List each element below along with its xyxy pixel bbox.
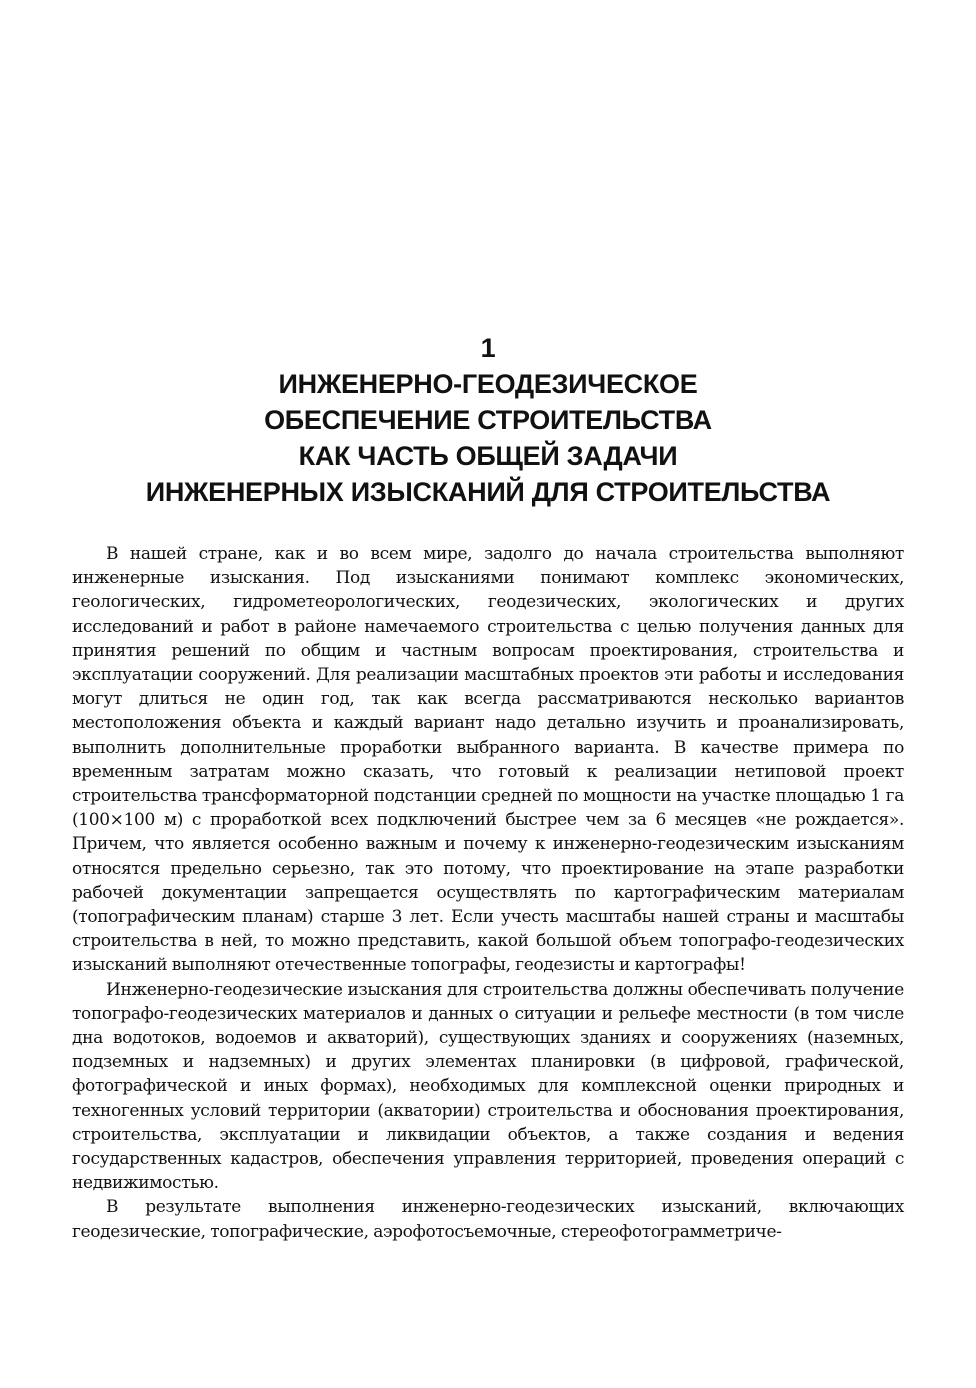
paragraph-1: В нашей стране, как и во всем мире, задолго до начала строительства выполняют инженерные изыскания. Под изысканиями понимают комплекс экономических, геологических, гидрометеорологических, геодезических, экологических и других исследований и работ в районе намечаемого строительства с целью получения данных для принятия решений по общим и частным вопросам проектирования, строительства и эксплуатации сооружений. Для реализации масштабных проектов эти работы и исследования могут длиться не один год, так как всегда рассматриваются несколько вариантов местоположения объекта и каждый вариант надо детально изучить и проанализировать, выполнить дополнительные проработки выбранного варианта. В качестве примера по временным затратам можно сказать, что готовый к реализации нетиповой проект строительства трансформаторной подстанции средней по мощности на участке площадью 1 га (100×100 м) с проработкой всех подключений быстрее чем за 6 месяцев «не рождается». Причем, что является особенно важным и почему к инженерно-геодезическим изысканиям относятся предельно серьезно, так это потому, что проектирование на этапе разработки рабочей документации запрещается осуществлять по картографическим материалам (топографическим планам) старше 3 лет. Если учесть масштабы нашей страны и масштабы строительства в ней, то можно представить, какой большой объем топографо-геодезических изысканий выполняют отечественные топографы, геодезисты и картографы!: [72, 544, 904, 976]
paragraph-2: Инженерно-геодезические изыскания для строительства должны обеспечивать получение топографо-геодезических материалов и данных о ситуации и рельефе местности (в том числе дна водотоков, водоемов и акваторий), существующих зданиях и сооружениях (наземных, подземных и надземных) и других элементах планировки (в цифровой, графической, фотографической и иных формах), необходимых для комплексной оценки природных и техногенных условий территории (акватории) строительства и обоснования проектирования, строительства, эксплуатации и ликвидации объектов, а также создания и ведения государственных кадастров, обеспечения управления территорией, проведения операций с недвижимостью.: [72, 979, 904, 1194]
chapter-title-line-1: ИНЖЕНЕРНО-ГЕОДЕЗИЧЕСКОЕ: [278, 369, 698, 400]
body-text: [72, 542, 904, 1244]
paragraph-3: В результате выполнения инженерно-геодезических изысканий, включающих геодезические, топографические, аэрофотосъемочные, стереофотограмметриче-: [72, 1197, 904, 1242]
chapter-title-line-2: ОБЕСПЕЧЕНИЕ СТРОИТЕЛЬСТВА: [264, 405, 712, 436]
chapter-title-line-4: ИНЖЕНЕРНЫХ ИЗЫСКАНИЙ ДЛЯ СТРОИТЕЛЬСТВА: [145, 477, 831, 508]
chapter-heading: [72, 330, 904, 510]
chapter-title-line-3: КАК ЧАСТЬ ОБЩЕЙ ЗАДАЧИ: [298, 441, 678, 472]
document-page: [72, 0, 904, 1388]
chapter-number: 1: [480, 333, 496, 364]
